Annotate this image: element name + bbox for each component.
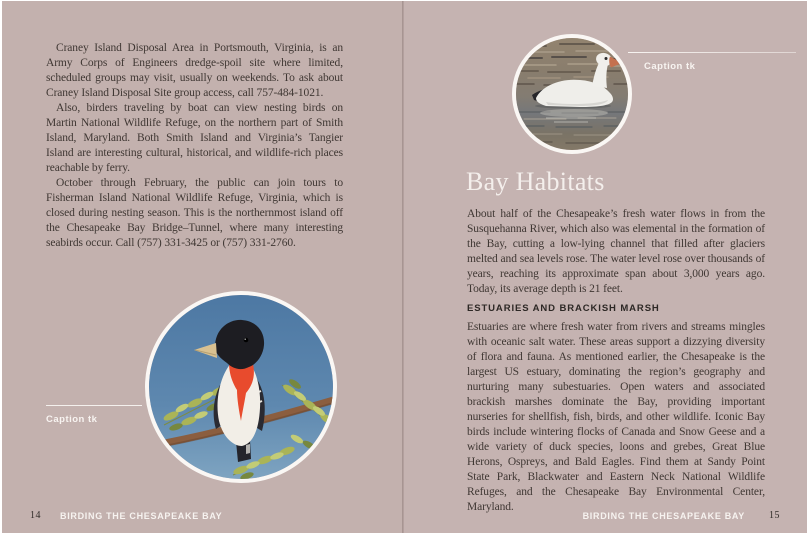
- left-text-column: [46, 41, 343, 251]
- running-title-left: BIRDING THE CHESAPEAKE BAY: [60, 511, 223, 521]
- photo-caption-left: Caption tk: [46, 414, 98, 425]
- page-number-right: 15: [769, 510, 780, 521]
- grosbeak-illustration: [149, 295, 333, 479]
- photo-caption-right: Caption tk: [644, 61, 696, 72]
- paragraph-estuaries: Estuaries are where fresh water from rivers and streams mingles with oceanic salt water. These areas support a dizzying diversity of flora and fauna. As mentioned earlier, the Chesapeake is the largest US estuary, dominating the region’s geography and nurturing many subestuaries. Open waters and associated brackish marshes dominate the Bay, providing important nurseries for shellfish, fish, birds, and other wildlife. Iconic Bay birds include wintering flocks of Canada and Snow Geese and a wide variety of duck species, loons and grebes, Great Blue Herons, Ospreys, and Bald Eagles. Find them at Sandy Point State Park, Blackwater and Eastern Neck National Wildlife Refuges, and the Chesapeake Bay Environmental Center, Maryland.: [467, 321, 765, 513]
- chapter-heading: Bay Habitats: [466, 167, 605, 196]
- paragraph-fisherman-island: October through February, the public can join tours to Fisherman Island National Wildlife Refuge, Virginia, which is closed during nesting season. This is the northernmost island off the Chesapeake Bay Bridge–Tunnel, where many interesting seabirds occur. Call (757) 331-3425 or (757) 331-2760.: [46, 177, 343, 249]
- page-number-left: 14: [30, 510, 41, 521]
- paragraph-craney-island: Craney Island Disposal Area in Portsmouth, Virginia, is an Army Corps of Engineers dredge-spoil site where limited, scheduled groups may visit, usually on weekends. To ask about Craney Island Disposal Site group access, call 757-484-1021.: [46, 42, 343, 99]
- paragraph-bay-intro: About half of the Chesapeake’s fresh water flows in from the Susquehanna River, which also was elemental in the formation of the Bay, cutting a low-lying channel that filled after glaciers melted and sea levels rose. The water level rose over thousands of years, reaching its approximate span about 3,000 years ago. Today, its average depth is 21 feet.: [467, 208, 765, 295]
- caption-rule-right: [628, 52, 796, 53]
- paragraph-smith-island: Also, birders traveling by boat can view nesting birds on Martin National Wildlife Refuge, on the northern part of Smith Island, Maryland. Both Smith Island and Virginia’s Tangier Island are interesting cultural, historical, and wildlife-rich places reachable by ferry.: [46, 102, 343, 174]
- spine-divider: [402, 1, 404, 533]
- section-heading-estuaries: ESTUARIES AND BRACKISH MARSH: [467, 303, 660, 314]
- running-title-right: BIRDING THE CHESAPEAKE BAY: [582, 511, 745, 521]
- caption-rule-left: [46, 405, 142, 406]
- snow-goose-photo: [512, 34, 632, 154]
- intro-text-column: [467, 207, 765, 297]
- grosbeak-photo: [145, 291, 337, 483]
- section-text-column: [467, 320, 765, 515]
- snow-goose-illustration: [516, 38, 628, 150]
